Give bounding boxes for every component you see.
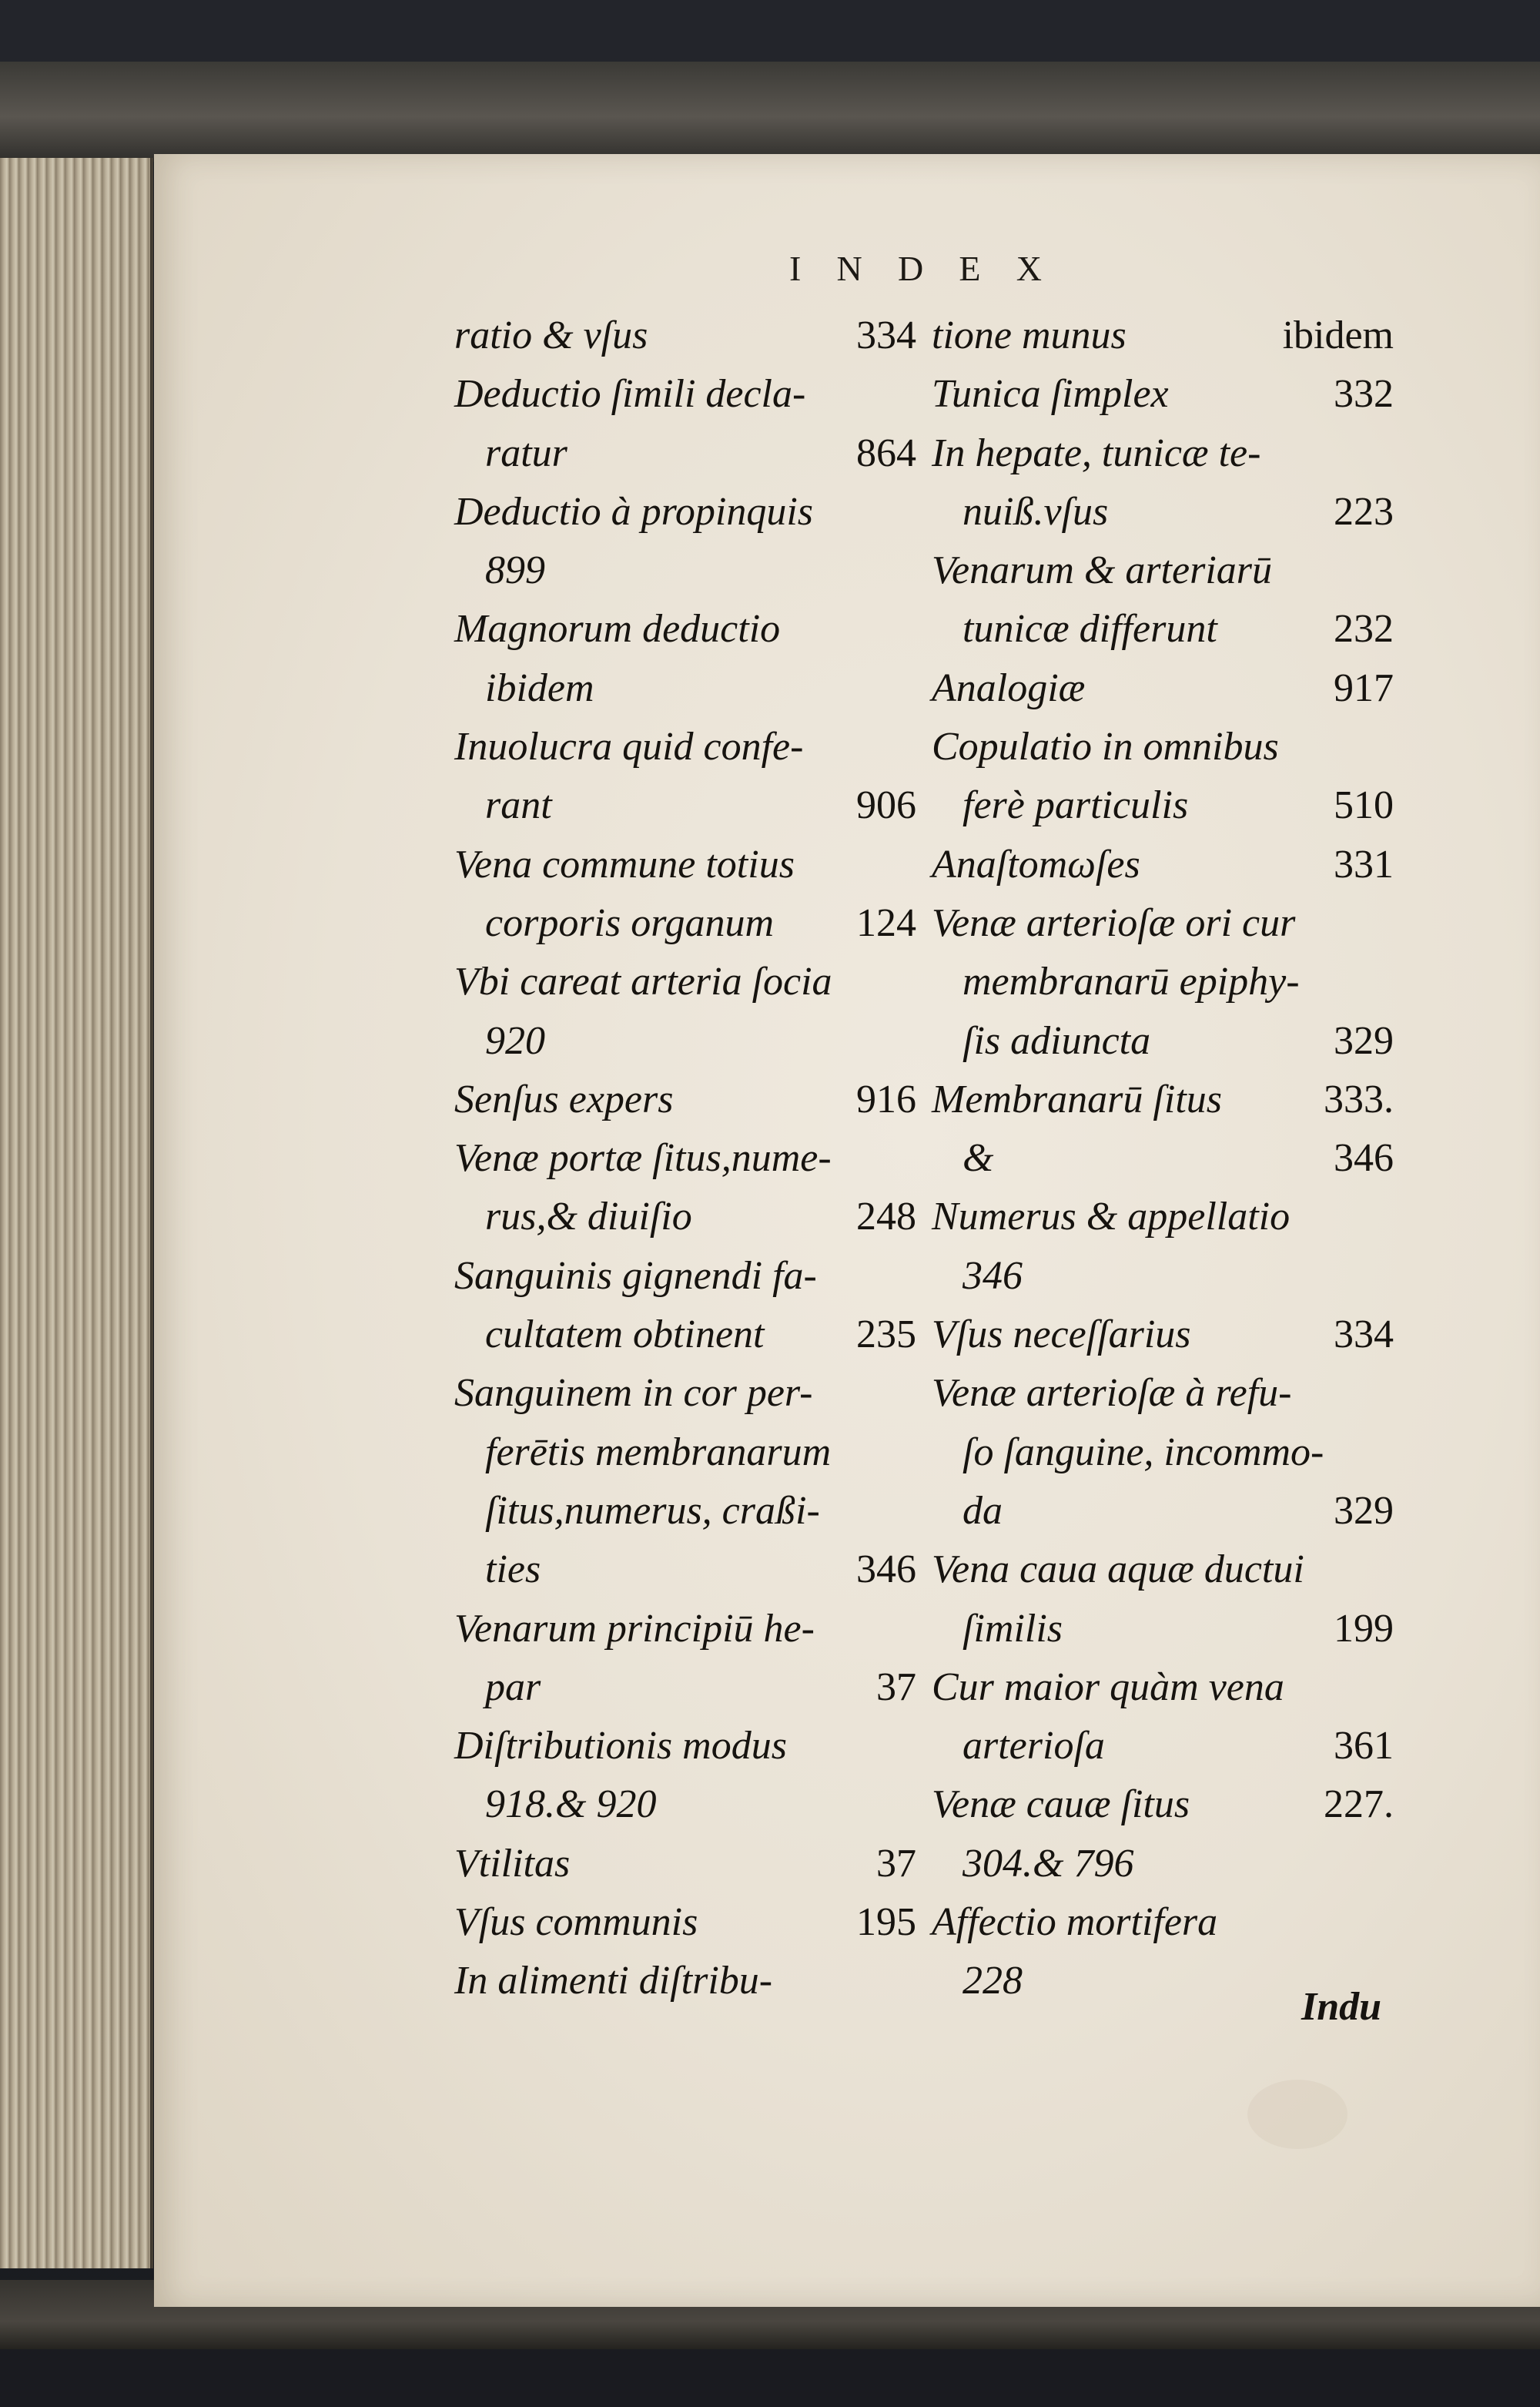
entry-text: Affectio mortifera	[932, 1900, 1218, 1945]
index-entry	[454, 600, 916, 659]
index-entry	[454, 1893, 916, 1952]
index-entry	[932, 1482, 1394, 1540]
entry-text: Venæ portæ ſitus,nume-	[454, 1136, 832, 1181]
index-entry	[454, 1482, 916, 1540]
entry-page-number: 864	[856, 431, 916, 475]
entry-text: ferētis membranarum	[485, 1430, 832, 1474]
entry-text: Analogiæ	[932, 665, 1086, 710]
entry-text: da	[962, 1488, 1003, 1533]
entry-text: Venæ cauæ ſitus	[932, 1782, 1190, 1827]
index-entry	[454, 894, 916, 953]
entry-page-number: 916	[856, 1077, 916, 1121]
entry-text: ſis adiuncta	[962, 1018, 1151, 1063]
page-header	[789, 245, 1043, 291]
index-entry	[454, 1012, 916, 1071]
index-entry	[932, 541, 1394, 600]
index-entry	[454, 1423, 916, 1482]
entry-text: Vena commune totius	[454, 842, 795, 887]
entry-page-number: 329	[1334, 1488, 1394, 1533]
entry-text: cultatem obtinent	[485, 1312, 765, 1357]
entry-text: nuiß.vſus	[962, 489, 1109, 534]
index-entry	[932, 1247, 1394, 1306]
entry-text: par	[485, 1664, 541, 1709]
index-entry	[932, 1658, 1394, 1717]
entry-text: Cur maior quàm vena	[932, 1664, 1284, 1709]
index-entry	[454, 1658, 916, 1717]
index-entry	[454, 718, 916, 776]
index-entry	[454, 1364, 916, 1423]
entry-page-number: 346	[1334, 1136, 1394, 1181]
entry-text: 920	[485, 1018, 545, 1063]
entry-text: Deductio ſimili decla-	[454, 372, 806, 417]
index-entry	[454, 424, 916, 483]
entry-page-number: 331	[1334, 842, 1394, 887]
entry-text: Vtilitas	[454, 1841, 571, 1886]
entry-text: Vſus neceſſarius	[932, 1312, 1191, 1357]
index-entry	[932, 1775, 1394, 1834]
index-entry	[454, 836, 916, 894]
header-letter: N	[836, 248, 864, 288]
entry-page-number: 334	[856, 313, 916, 357]
index-entry	[932, 365, 1394, 424]
entry-text: ſo ſanguine, incommo-	[962, 1430, 1324, 1474]
entry-text: rus,& diuiſio	[485, 1195, 692, 1239]
entry-page-number: 332	[1334, 372, 1394, 417]
entry-page-number: 510	[1334, 783, 1394, 828]
entry-text: Sanguinis gignendi fa-	[454, 1253, 817, 1298]
entry-text: In alimenti diſtribu-	[454, 1959, 773, 2003]
entry-page-number: 227.	[1324, 1782, 1394, 1827]
entry-page-number: 223	[1334, 489, 1394, 534]
page-edges	[0, 158, 153, 2268]
entry-text: Numerus & appellatio	[932, 1195, 1291, 1239]
index-entry	[454, 1071, 916, 1129]
entry-text: Venarum & arteriarū	[932, 548, 1272, 593]
entry-page-number: 329	[1334, 1018, 1394, 1063]
index-entry	[932, 776, 1394, 835]
index-entry	[932, 1306, 1394, 1364]
entry-text: ſitus,numerus, craßi-	[485, 1488, 820, 1533]
entry-page-number: ibidem	[1282, 313, 1394, 357]
entry-page-number: 37	[876, 1664, 916, 1709]
index-entry	[932, 718, 1394, 776]
index-entry	[932, 1188, 1394, 1246]
entry-text: &	[962, 1136, 994, 1181]
index-entry	[454, 1129, 916, 1188]
entry-page-number: 334	[1334, 1312, 1394, 1357]
book-cover-top	[0, 62, 1540, 162]
index-entry	[932, 1835, 1394, 1893]
index-entry	[454, 541, 916, 600]
entry-text: ratio & vſus	[454, 313, 648, 357]
index-entry	[454, 1835, 916, 1893]
entry-text: Vena caua aquæ ductui	[932, 1547, 1304, 1592]
entry-text: Vbi careat arteria ſocia	[454, 960, 832, 1004]
index-entry	[454, 1540, 916, 1599]
index-entry	[932, 1540, 1394, 1599]
index-entry	[454, 365, 916, 424]
index-entry	[454, 1247, 916, 1306]
index-entry	[454, 1717, 916, 1775]
index-entry	[454, 1600, 916, 1658]
index-column-right	[932, 307, 1394, 2011]
entry-text: 228	[962, 1959, 1023, 2003]
index-entry	[932, 1423, 1394, 1482]
entry-page-number: 235	[856, 1312, 916, 1357]
header-letter: E	[959, 248, 983, 288]
index-entry	[932, 659, 1394, 718]
index-entry	[932, 1893, 1394, 1952]
index-entry	[454, 483, 916, 541]
index-entry	[932, 894, 1394, 953]
entry-page-number: 333.	[1324, 1077, 1394, 1121]
paper-stain	[1247, 2080, 1348, 2149]
entry-text: Anaſtomωſes	[932, 842, 1140, 887]
index-entry	[932, 483, 1394, 541]
entry-text: Membranarū ſitus	[932, 1077, 1222, 1121]
index-entry	[932, 424, 1394, 483]
index-entry	[932, 1129, 1394, 1188]
entry-page-number: 346	[856, 1547, 916, 1592]
index-entry	[454, 1775, 916, 1834]
entry-page-number: 248	[856, 1195, 916, 1239]
entry-text: Deductio à propinquis	[454, 489, 814, 534]
entry-text: 918.& 920	[485, 1782, 657, 1827]
entry-page-number: 195	[856, 1900, 916, 1945]
entry-text: Tunica ſimplex	[932, 372, 1169, 417]
entry-text: ferè particulis	[962, 783, 1189, 828]
entry-text: Magnorum deductio	[454, 607, 781, 652]
entry-text: Inuolucra quid confe-	[454, 725, 804, 769]
entry-page-number: 906	[856, 783, 916, 828]
entry-text: ties	[485, 1547, 541, 1592]
index-entry	[932, 836, 1394, 894]
index-entry	[454, 1952, 916, 2010]
entry-text: Venæ arterioſæ à refu-	[932, 1371, 1292, 1416]
index-entry	[932, 307, 1394, 365]
index-entry	[932, 1364, 1394, 1423]
entry-text: Copulatio in omnibus	[932, 725, 1279, 769]
entry-text: Venæ arterioſæ ori cur	[932, 900, 1296, 945]
index-entry	[454, 1306, 916, 1364]
header-letter: I	[789, 248, 803, 288]
entry-text: Venarum principiū he-	[454, 1606, 815, 1651]
entry-page-number: 199	[1334, 1606, 1394, 1651]
header-letter: D	[897, 248, 926, 288]
index-entry	[454, 307, 916, 365]
entry-page-number: 37	[876, 1841, 916, 1886]
entry-text: Sanguinem in cor per-	[454, 1371, 813, 1416]
entry-text: Senſus expers	[454, 1077, 674, 1121]
index-column-left	[454, 307, 916, 2011]
index-entry	[932, 1600, 1394, 1658]
header-letter: X	[1016, 248, 1043, 288]
entry-text: Diſtributionis modus	[454, 1724, 787, 1768]
entry-text: arterioſa	[962, 1724, 1105, 1768]
entry-text: 304.& 796	[962, 1841, 1134, 1886]
index-entry	[932, 1012, 1394, 1071]
entry-page-number: 232	[1334, 607, 1394, 652]
entry-text: ibidem	[485, 665, 594, 710]
index-entry	[454, 659, 916, 718]
index-entry	[932, 953, 1394, 1011]
catchword: Indu	[1301, 1985, 1382, 2029]
index-entry	[932, 600, 1394, 659]
entry-text: tunicæ differunt	[962, 607, 1217, 652]
entry-text: 899	[485, 548, 545, 593]
entry-text: membranarū epiphy-	[962, 960, 1300, 1004]
index-entry	[932, 1071, 1394, 1129]
entry-text: 346	[962, 1253, 1023, 1298]
index-entry	[454, 1188, 916, 1246]
index-entry	[454, 953, 916, 1011]
index-entry	[932, 1717, 1394, 1775]
entry-text: Vſus communis	[454, 1900, 698, 1945]
entry-page-number: 917	[1334, 665, 1394, 710]
entry-text: corporis organum	[485, 900, 775, 945]
entry-text: rant	[485, 783, 552, 828]
index-entry	[454, 776, 916, 835]
entry-page-number: 361	[1334, 1724, 1394, 1768]
entry-text: ſimilis	[962, 1606, 1063, 1651]
entry-text: In hepate, tunicæ te-	[932, 431, 1261, 475]
entry-page-number: 124	[856, 900, 916, 945]
entry-text: ratur	[485, 431, 567, 475]
entry-text: tione munus	[932, 313, 1127, 357]
